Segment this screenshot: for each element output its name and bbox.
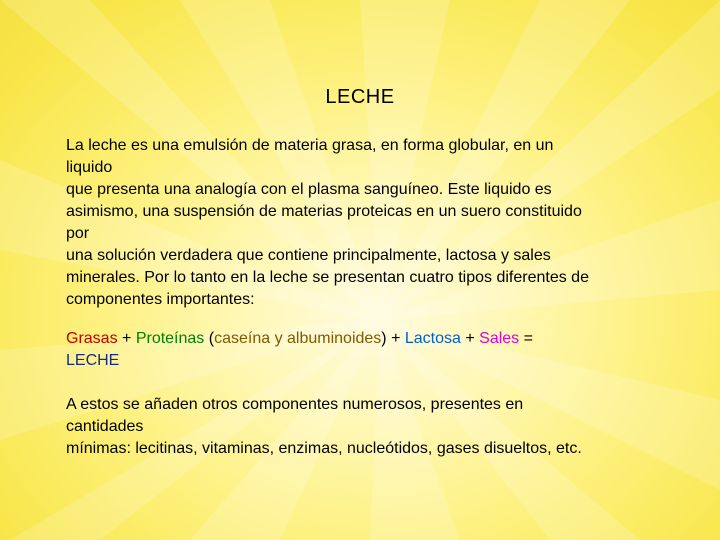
text-line: A estos se añaden otros componentes numerosos, presentes en bbox=[66, 396, 524, 413]
formula-plus: + bbox=[117, 330, 136, 347]
formula-caseina: caseína y albuminoides bbox=[214, 330, 382, 347]
paragraph-formula bbox=[66, 328, 666, 372]
paragraph-definition bbox=[66, 135, 666, 311]
text-line: que presenta una analogía con el plasma sanguíneo. Este liquido es bbox=[66, 181, 552, 198]
text-line: cantidades bbox=[66, 418, 144, 435]
formula-proteinas: Proteínas bbox=[135, 330, 205, 347]
formula-plus: + bbox=[460, 330, 480, 347]
text-line: mínimas: lecitinas, vitaminas, enzimas, nucleótidos, gases disueltos, etc. bbox=[66, 440, 582, 457]
formula-open-paren: ( bbox=[204, 330, 215, 347]
formula-line bbox=[66, 328, 666, 350]
formula-equals: = bbox=[519, 330, 533, 347]
formula-close-paren: ) bbox=[381, 330, 387, 347]
text-line: una solución verdadera que contiene principalmente, lactosa y sales bbox=[66, 247, 551, 264]
slide-title bbox=[0, 86, 720, 109]
text-line: componentes importantes: bbox=[66, 291, 255, 308]
formula-plus: + bbox=[386, 330, 405, 347]
text-line: por bbox=[66, 225, 90, 242]
formula-lactosa: Lactosa bbox=[404, 330, 461, 347]
text-line: liquido bbox=[66, 159, 113, 176]
text-line: asimismo, una suspensión de materias proteicas en un suero constituido bbox=[66, 203, 582, 220]
title-text: LECHE bbox=[325, 86, 395, 108]
text-line: La leche es una emulsión de materia grasa, en forma globular, en un bbox=[66, 137, 554, 154]
formula-sales: Sales bbox=[479, 330, 520, 347]
formula-grasas: Grasas bbox=[66, 330, 118, 347]
paragraph-other-components bbox=[66, 394, 666, 460]
formula-result: LECHE bbox=[66, 352, 120, 369]
text-line: minerales. Por lo tanto en la leche se presentan cuatro tipos diferentes de bbox=[66, 269, 589, 286]
